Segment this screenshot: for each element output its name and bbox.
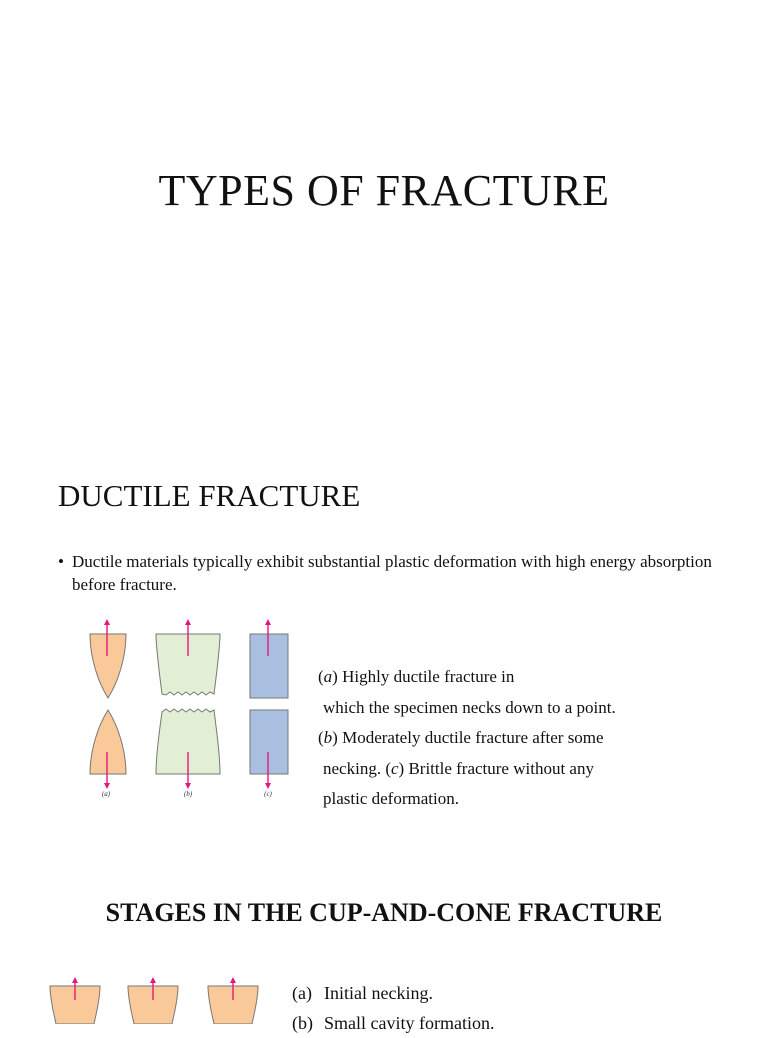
stage-item-text: Initial necking. [324,983,433,1003]
stage-item-label: (a) [292,983,312,1003]
caption-text-4b: ) Brittle fracture without any [398,758,594,778]
figure-caption [318,662,738,815]
caption-text-4a: necking. ( [323,758,391,778]
caption-label-c: c [390,758,399,778]
caption-line-4 [318,754,738,785]
stage-item [292,978,752,1008]
fracture-types-figure [80,618,300,800]
bullet-marker: • [58,552,64,571]
caption-text-3: Moderately ductile fracture after some [337,728,604,747]
stages-heading: STAGES IN THE CUP-AND-CONE FRACTURE [105,898,663,927]
section-heading: DUCTILE FRACTURE [58,478,361,513]
specimen-a-bottom [90,710,126,774]
bullet-text: Ductile materials typically exhibit substantial plastic deformation with high energy absorption before fracture. [72,552,712,594]
caption-text-1: Highly ductile fracture in [337,667,515,686]
stage-item-label: (b) [292,1013,313,1033]
cup-cone-stages-figure [40,976,280,1024]
figure-label-b: (b) [183,790,193,798]
figure-label-a: (a) [101,790,111,798]
stages-list [292,978,752,1038]
stage-item-text: Small cavity formation. [324,1013,495,1033]
bullet-item [58,550,748,596]
specimen-c-top [250,634,288,698]
specimen-c-bottom [250,710,288,774]
page-title: TYPES OF FRACTURE [158,166,610,215]
caption-line-5: plastic deformation. [323,789,459,808]
caption-line-2: which the specimen necks down to a point. [323,697,616,717]
caption-line-1: (a) Highly ductile fracture in [318,667,515,686]
caption-line-3: (b) Moderately ductile fracture after some [318,728,604,747]
caption-label-b: b [323,728,333,747]
caption-label-a: a [323,667,333,686]
stage-item [292,1008,752,1038]
specimen-a-top [90,634,126,698]
figure-label-c: (c) [264,790,272,798]
